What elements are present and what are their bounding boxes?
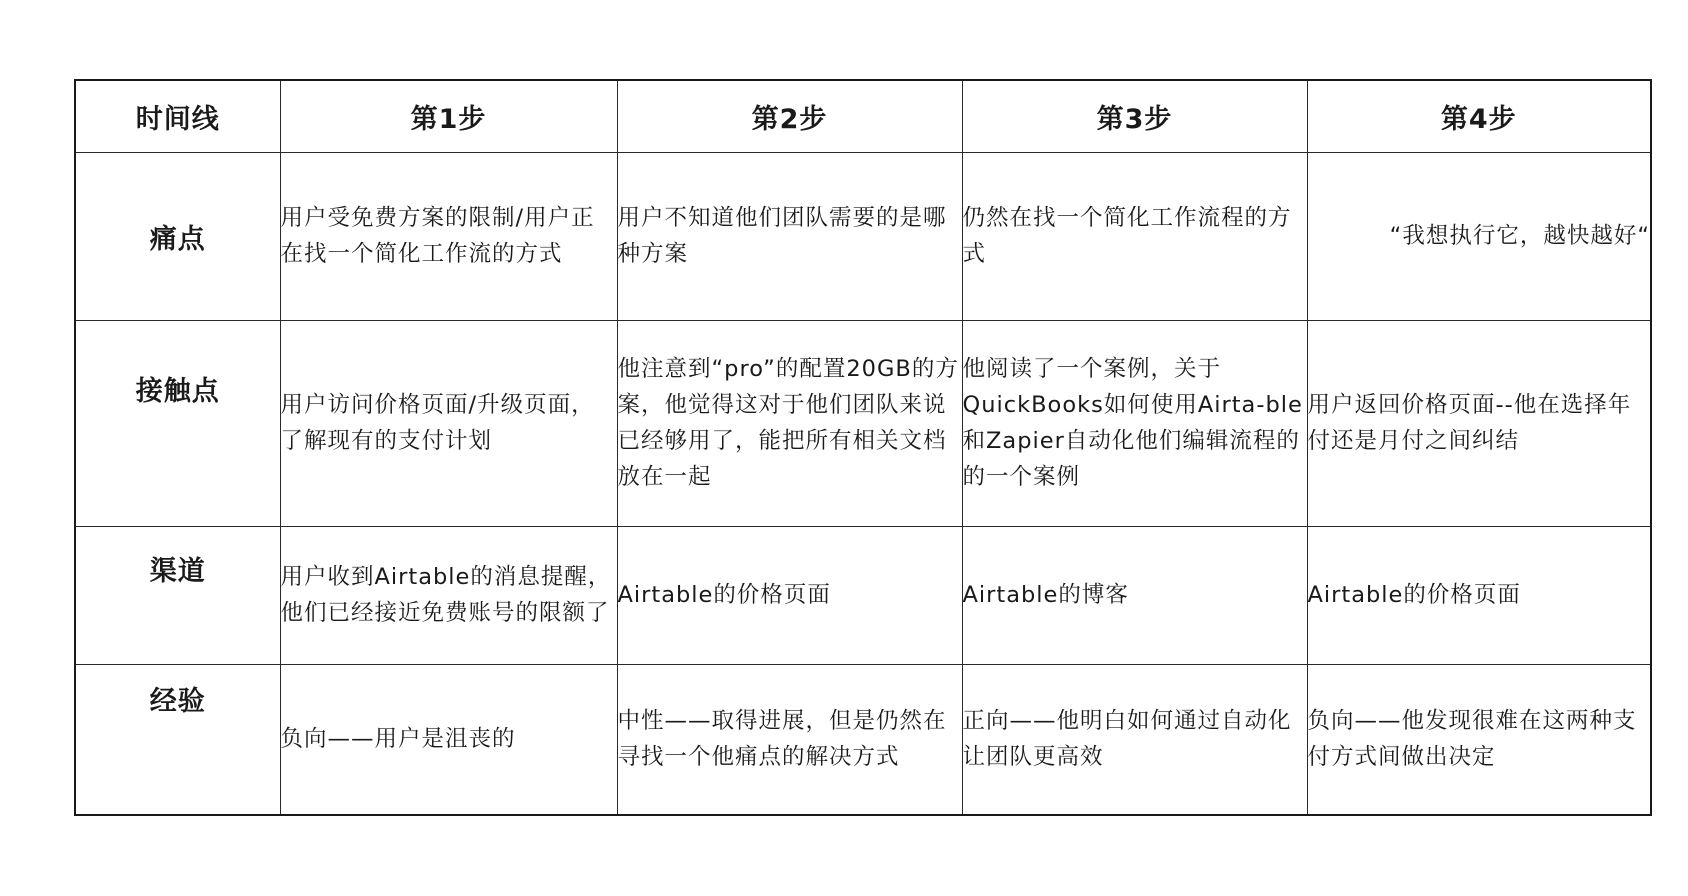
experience-step-2 bbox=[617, 664, 962, 815]
timeline-header: 时间线 bbox=[75, 80, 280, 152]
header-row bbox=[75, 80, 1651, 152]
pain-point-label: 痛点 bbox=[75, 152, 280, 320]
experience-row bbox=[75, 664, 1651, 815]
journey-map-table bbox=[74, 79, 1652, 816]
pain-point-row bbox=[75, 152, 1651, 320]
pain-point-step-2 bbox=[617, 152, 962, 320]
touchpoint-step-1 bbox=[280, 320, 617, 526]
channel-step-3 bbox=[962, 526, 1307, 664]
experience-step-1 bbox=[280, 664, 617, 815]
channel-label: 渠道 bbox=[75, 526, 280, 664]
cell-text: 仍然在找一个简化工作流程的方式 bbox=[962, 205, 1292, 267]
cell-text: Airtable的价格页面 bbox=[617, 582, 831, 608]
touchpoint-step-3 bbox=[962, 320, 1307, 526]
channel-step-1 bbox=[280, 526, 617, 664]
pain-point-step-4 bbox=[1307, 152, 1651, 320]
step-1-header: 第1步 bbox=[280, 80, 617, 152]
cell-text: 用户不知道他们团队需要的是哪种方案 bbox=[617, 205, 947, 267]
cell-text: 负向——他发现很难在这两种支付方式间做出决定 bbox=[1307, 708, 1637, 771]
cell-text: 他注意到“pro”的配置20GB的方案，他觉得这对于他们团队来说已经够用了，能把所有相关文档放在一起 bbox=[617, 356, 959, 490]
cell-text: 正向——他明白如何通过自动化让团队更高效 bbox=[962, 708, 1292, 771]
channel-step-4 bbox=[1307, 526, 1651, 664]
cell-text: 用户收到Airtable的消息提醒，他们已经接近免费账号的限额了 bbox=[280, 564, 612, 626]
cell-text: 用户返回价格页面--他在选择年付还是月付之间纠结 bbox=[1307, 392, 1632, 454]
cell-text: 用户访问价格页面/升级页面，了解现有的支付计划 bbox=[280, 392, 595, 454]
pain-point-step-1 bbox=[280, 152, 617, 320]
step-2-header: 第2步 bbox=[617, 80, 962, 152]
cell-text: Airtable的价格页面 bbox=[1307, 582, 1521, 608]
step-3-header: 第3步 bbox=[962, 80, 1307, 152]
experience-label: 经验 bbox=[75, 664, 280, 815]
experience-step-3 bbox=[962, 664, 1307, 815]
touchpoint-step-4 bbox=[1307, 320, 1651, 526]
touchpoint-step-2 bbox=[617, 320, 962, 526]
cell-text: 负向——用户是沮丧的 bbox=[280, 726, 516, 753]
cell-text: 中性——取得进展，但是仍然在寻找一个他痛点的解决方式 bbox=[617, 708, 947, 771]
channel-step-2 bbox=[617, 526, 962, 664]
cell-text: 用户受免费方案的限制/用户正在找一个简化工作流的方式 bbox=[280, 205, 595, 267]
touchpoint-row bbox=[75, 320, 1651, 526]
pain-point-step-3 bbox=[962, 152, 1307, 320]
cell-text: “我想执行它，越快越好“ bbox=[1389, 223, 1650, 249]
cell-text: 他阅读了一个案例，关于QuickBooks如何使用Airta-ble和Zapier自动化他们编辑流程的的一个案例 bbox=[962, 356, 1303, 490]
cell-text: Airtable的博客 bbox=[962, 582, 1129, 608]
touchpoint-label: 接触点 bbox=[75, 320, 280, 526]
experience-step-4 bbox=[1307, 664, 1651, 815]
step-4-header: 第4步 bbox=[1307, 80, 1651, 152]
channel-row bbox=[75, 526, 1651, 664]
